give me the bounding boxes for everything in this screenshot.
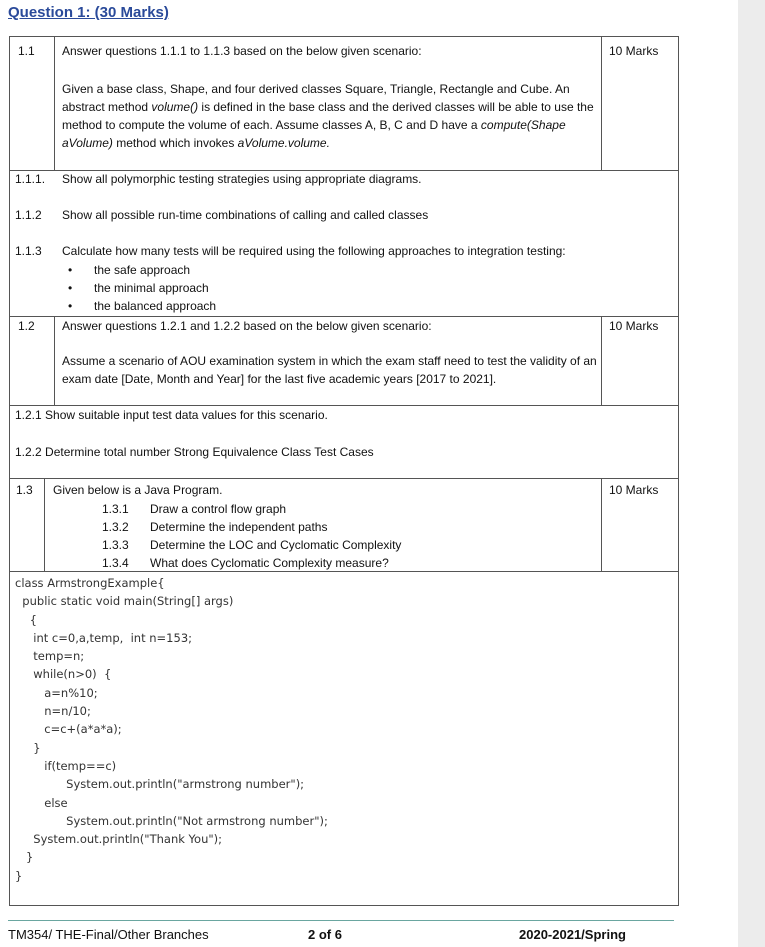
paragraph-text: Given a base class, Shape, and four derived classes Square, Triangle, Rectangle and Cube. An abstract method <box>62 82 570 114</box>
list-item <box>102 518 401 536</box>
marks-label: 10 Marks <box>609 44 659 58</box>
divider <box>44 479 45 571</box>
section-intro: Answer questions 1.1.1 to 1.1.3 based on the below given scenario: <box>62 44 422 58</box>
list-item: • the minimal approach <box>62 279 216 297</box>
section-intro: Given below is a Java Program. <box>53 483 223 497</box>
question-number: 1.1.2 <box>15 208 42 222</box>
divider <box>601 37 602 170</box>
section-number: 1.3 <box>16 483 33 497</box>
scenario-paragraph <box>62 80 597 152</box>
java-code-listing: class ArmstrongExample{ public static void main(String[] args) { int c=0,a,temp, int n=153; temp=n; while(n>0) { a=n%10; n=n/10; c=c+(a*a*a); } if(temp==c) System.out.println("armstrong number"); else System.out.println("Not armstrong number"); System.out.println("Thank You"); } } <box>15 576 328 883</box>
sub-question-text: Determine the independent paths <box>150 520 328 534</box>
paragraph-text: is defined in the base class and the derived classes will be able to use the method to compute the volume of each. Assume classes A, B, C and D have a <box>62 100 594 132</box>
sub-question-number: 1.3.4 <box>102 556 129 570</box>
question-number: 1.1.1. <box>15 172 46 186</box>
question-text: Show all polymorphic testing strategies using appropriate diagrams. <box>62 172 422 186</box>
list-item: • the balanced approach <box>62 297 216 315</box>
divider <box>601 317 602 405</box>
footer-course: TM354/ THE-Final/Other Branches <box>8 927 209 942</box>
question-text: Calculate how many tests will be required using the following approaches to integration testing: <box>62 244 566 258</box>
sub-question-number: 1.3.1 <box>102 502 129 516</box>
page-number: 2 of 6 <box>308 927 342 942</box>
section-number: 1.1 <box>18 44 35 58</box>
method-name: volume() <box>151 100 199 114</box>
method-name: compute(Shape aVolume) <box>62 118 566 150</box>
marks-label: 10 Marks <box>609 319 659 333</box>
method-name: aVolume.volume. <box>237 136 330 150</box>
sub-question-number: 1.3.3 <box>102 538 129 552</box>
question-number: 1.1.3 <box>15 244 42 258</box>
approach-list <box>62 261 216 315</box>
section-1-2 <box>9 316 679 479</box>
question-text: Show all possible run-time combinations of calling and called classes <box>62 208 429 222</box>
paragraph-text: method which invokes <box>112 136 238 150</box>
scrollbar-gutter <box>738 0 765 947</box>
footer-term: 2020-2021/Spring <box>519 927 626 942</box>
divider <box>10 170 678 171</box>
divider <box>601 479 602 571</box>
list-item <box>102 500 401 518</box>
sub-question-text: Determine the LOC and Cyclomatic Complexity <box>150 538 402 552</box>
sub-question-number: 1.3.2 <box>102 520 129 534</box>
scenario-paragraph: Assume a scenario of AOU examination system in which the exam staff need to test the validity of an exam date [Date, Month and Year] for the last five academic years [2017 to 2021]. <box>62 354 597 386</box>
question-text: 1.2.2 Determine total number Strong Equivalence Class Test Cases <box>15 445 374 459</box>
section-1-3 <box>9 478 679 906</box>
section-number: 1.2 <box>18 319 35 333</box>
sub-question-text: Draw a control flow graph <box>150 502 287 516</box>
question-text: 1.2.1 Show suitable input test data values for this scenario. <box>15 408 328 422</box>
section-1-1 <box>9 36 679 317</box>
question-title: Question 1: (30 Marks) <box>8 4 169 21</box>
divider <box>10 405 678 406</box>
sub-question-text: What does Cyclomatic Complexity measure? <box>150 556 389 570</box>
footer-rule <box>8 920 674 921</box>
list-item <box>102 554 401 572</box>
divider <box>54 37 55 170</box>
sub-question-list <box>102 500 401 572</box>
list-item <box>102 536 401 554</box>
list-item: • the safe approach <box>62 261 216 279</box>
section-intro: Answer questions 1.2.1 and 1.2.2 based on the below given scenario: <box>62 319 432 333</box>
marks-label: 10 Marks <box>609 483 659 497</box>
divider <box>54 317 55 405</box>
